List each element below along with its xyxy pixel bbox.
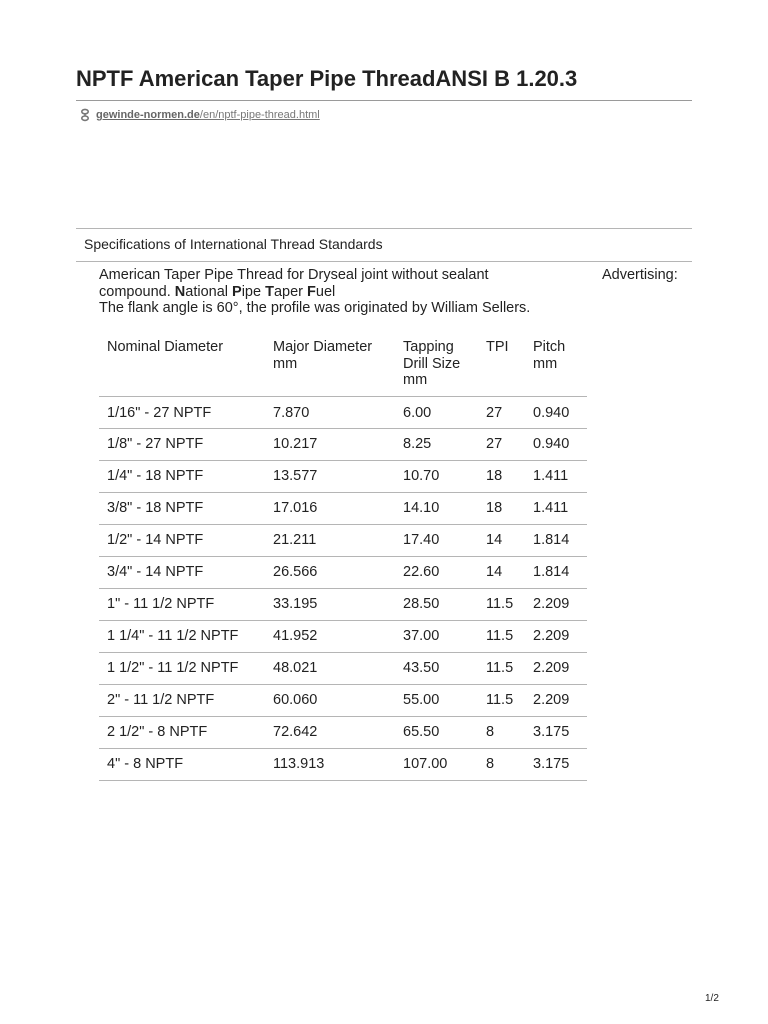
cell-drill: 43.50 xyxy=(395,653,478,685)
cell-pitch: 0.940 xyxy=(525,429,587,461)
cell-pitch: 2.209 xyxy=(525,653,587,685)
section-header xyxy=(76,228,692,262)
fuel-initial: F xyxy=(307,283,316,300)
header-tpi: TPI xyxy=(478,331,525,397)
taper-initial: T xyxy=(265,283,274,300)
intro-line-3: The flank angle is 60°, the profile was originated by William Sellers. xyxy=(99,300,531,316)
table-row xyxy=(99,621,587,653)
cell-major: 33.195 xyxy=(265,589,395,621)
cell-major: 41.952 xyxy=(265,621,395,653)
thread-spec-table xyxy=(99,331,587,781)
taper-rest: aper xyxy=(273,283,308,300)
cell-drill: 55.00 xyxy=(395,685,478,717)
page-number: 1/2 xyxy=(705,993,719,1004)
cell-pitch: 3.175 xyxy=(525,749,587,781)
national-initial: N xyxy=(174,283,186,300)
title-divider xyxy=(76,100,692,101)
cell-drill: 6.00 xyxy=(395,397,478,429)
cell-tpi: 11.5 xyxy=(478,685,525,717)
cell-nominal: 3/8" - 18 NPTF xyxy=(99,493,265,525)
cell-major: 60.060 xyxy=(265,685,395,717)
cell-nominal: 1/4" - 18 NPTF xyxy=(99,461,265,493)
table-row xyxy=(99,397,587,429)
cell-pitch: 1.814 xyxy=(525,557,587,589)
source-link[interactable] xyxy=(78,107,320,123)
link-icon xyxy=(78,108,92,122)
cell-pitch: 2.209 xyxy=(525,621,587,653)
cell-drill: 10.70 xyxy=(395,461,478,493)
cell-tpi: 8 xyxy=(478,717,525,749)
cell-pitch: 1.814 xyxy=(525,525,587,557)
cell-pitch: 2.209 xyxy=(525,589,587,621)
source-domain[interactable]: gewinde-normen.de xyxy=(96,109,200,121)
cell-tpi: 14 xyxy=(478,525,525,557)
cell-nominal: 2" - 11 1/2 NPTF xyxy=(99,685,265,717)
table-row xyxy=(99,653,587,685)
cell-tpi: 27 xyxy=(478,397,525,429)
cell-major: 7.870 xyxy=(265,397,395,429)
cell-nominal: 1/2" - 14 NPTF xyxy=(99,525,265,557)
cell-major: 113.913 xyxy=(265,749,395,781)
cell-pitch: 1.411 xyxy=(525,461,587,493)
cell-drill: 37.00 xyxy=(395,621,478,653)
intro-line-2 xyxy=(99,284,579,301)
cell-drill: 14.10 xyxy=(395,493,478,525)
table-row xyxy=(99,461,587,493)
cell-nominal: 4" - 8 NPTF xyxy=(99,749,265,781)
cell-drill: 8.25 xyxy=(395,429,478,461)
cell-tpi: 18 xyxy=(478,461,525,493)
table-row xyxy=(99,717,587,749)
intro-text xyxy=(99,267,579,317)
cell-major: 48.021 xyxy=(265,653,395,685)
header-pitch: Pitch mm xyxy=(525,331,587,397)
cell-drill: 17.40 xyxy=(395,525,478,557)
cell-tpi: 11.5 xyxy=(478,589,525,621)
intro-line-2-prefix: compound. xyxy=(99,283,175,300)
cell-major: 21.211 xyxy=(265,525,395,557)
cell-major: 26.566 xyxy=(265,557,395,589)
cell-tpi: 27 xyxy=(478,429,525,461)
table-row xyxy=(99,525,587,557)
intro-line-1: American Taper Pipe Thread for Dryseal joint without sealant xyxy=(99,267,489,283)
table-row xyxy=(99,749,587,781)
cell-tpi: 11.5 xyxy=(478,653,525,685)
advertising-label: Advertising: xyxy=(602,267,678,283)
cell-pitch: 2.209 xyxy=(525,685,587,717)
table-header-row xyxy=(99,331,587,397)
cell-nominal: 1 1/4" - 11 1/2 NPTF xyxy=(99,621,265,653)
table-row xyxy=(99,557,587,589)
cell-major: 10.217 xyxy=(265,429,395,461)
cell-tpi: 18 xyxy=(478,493,525,525)
cell-nominal: 2 1/2" - 8 NPTF xyxy=(99,717,265,749)
cell-tpi: 8 xyxy=(478,749,525,781)
cell-major: 72.642 xyxy=(265,717,395,749)
table-row xyxy=(99,429,587,461)
source-path[interactable]: /en/nptf-pipe-thread.html xyxy=(199,109,320,121)
cell-drill: 107.00 xyxy=(395,749,478,781)
table-row xyxy=(99,685,587,717)
cell-nominal: 1/8" - 27 NPTF xyxy=(99,429,265,461)
header-major-diameter: Major Diameter mm xyxy=(265,331,395,397)
table-row xyxy=(99,589,587,621)
cell-pitch: 0.940 xyxy=(525,397,587,429)
page-title: NPTF American Taper Pipe ThreadANSI B 1.20.3 xyxy=(76,66,578,91)
national-rest: ational xyxy=(185,283,233,300)
pipe-initial: P xyxy=(232,283,242,300)
cell-tpi: 11.5 xyxy=(478,621,525,653)
cell-drill: 65.50 xyxy=(395,717,478,749)
fuel-rest: uel xyxy=(315,283,336,300)
cell-nominal: 1" - 11 1/2 NPTF xyxy=(99,589,265,621)
cell-nominal: 3/4" - 14 NPTF xyxy=(99,557,265,589)
cell-pitch: 1.411 xyxy=(525,493,587,525)
cell-major: 13.577 xyxy=(265,461,395,493)
section-heading: Specifications of International Thread Standards xyxy=(84,236,383,252)
cell-drill: 22.60 xyxy=(395,557,478,589)
header-tapping-drill-size: Tapping Drill Size mm xyxy=(395,331,478,397)
header-nominal-diameter: Nominal Diameter xyxy=(99,331,265,397)
cell-major: 17.016 xyxy=(265,493,395,525)
cell-nominal: 1 1/2" - 11 1/2 NPTF xyxy=(99,653,265,685)
pipe-rest: ipe xyxy=(241,283,266,300)
cell-pitch: 3.175 xyxy=(525,717,587,749)
cell-nominal: 1/16" - 27 NPTF xyxy=(99,397,265,429)
cell-drill: 28.50 xyxy=(395,589,478,621)
table-row xyxy=(99,493,587,525)
cell-tpi: 14 xyxy=(478,557,525,589)
